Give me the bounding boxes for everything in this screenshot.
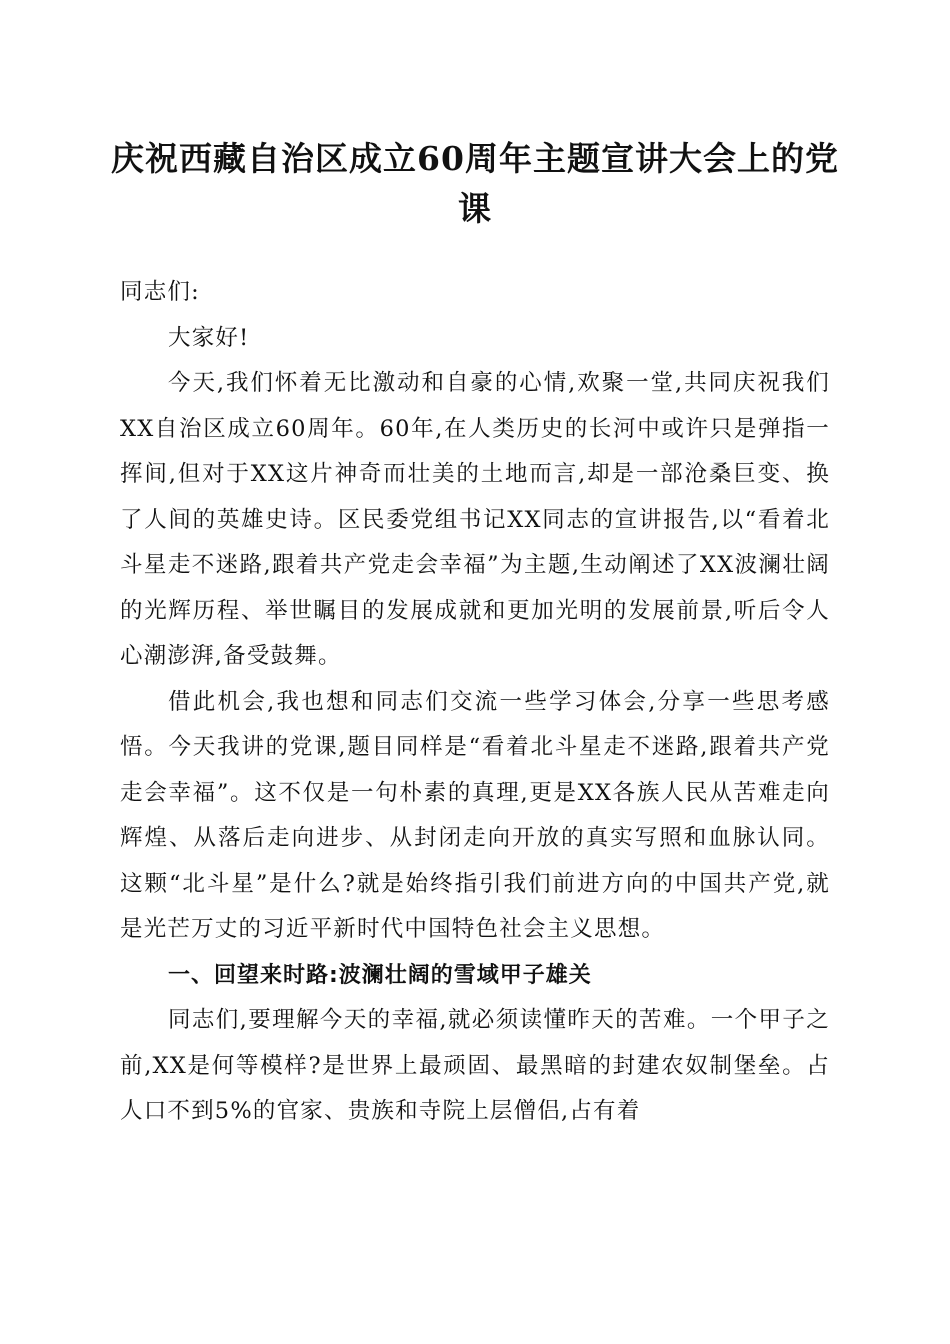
paragraph-theme: 借此机会,我也想和同志们交流一些学习体会,分享一些思考感悟。今天我讲的党课,题目同样是“看着北斗星走不迷路,跟着共产党走会幸福”。这不仅是一句朴素的真理,更是XX各族人民从苦难走向辉煌、从落后走向进步、从封闭走向开放的真实写照和血脉认同。这颗“北斗星”是什么?就是始终指引我们前进方向的中国共产党,就是光芒万丈的习近平新时代中国特色社会主义思想。	[120, 688, 830, 942]
paragraph-section-one: 同志们,要理解今天的幸福,就必须读懂昨天的苦难。一个甲子之前,XX是何等模样?是世界上最顽固、最黑暗的封建农奴制堡垒。占人口不到5%的官家、贵族和寺院上层僧侣,占有着	[120, 1007, 830, 1124]
section-heading: 一、回望来时路:波澜壮阔的雪域甲子雄关	[168, 962, 592, 988]
paragraph-opening: 今天,我们怀着无比激动和自豪的心情,欢聚一堂,共同庆祝我们XX自治区成立60周年。60年,在人类历史的长河中或许只是弹指一挥间,但对于XX这片神奇而壮美的土地而言,却是一部沧桑巨变、换了人间的英雄史诗。区民委党组书记XX同志的宣讲报告,以“看着北斗星走不迷路,跟着共产党走会幸福”为主题,生动阐述了XX波澜壮阔的光辉历程、举世瞩目的发展成就和更加光明的发展前景,听后令人心潮澎湃,备受鼓舞。	[120, 370, 830, 669]
salutation: 同志们:	[120, 279, 200, 305]
document-body	[120, 270, 830, 1135]
greeting: 大家好!	[168, 324, 250, 351]
document-title: 庆祝西藏自治区成立60周年主题宣讲大会上的党课	[111, 139, 839, 228]
